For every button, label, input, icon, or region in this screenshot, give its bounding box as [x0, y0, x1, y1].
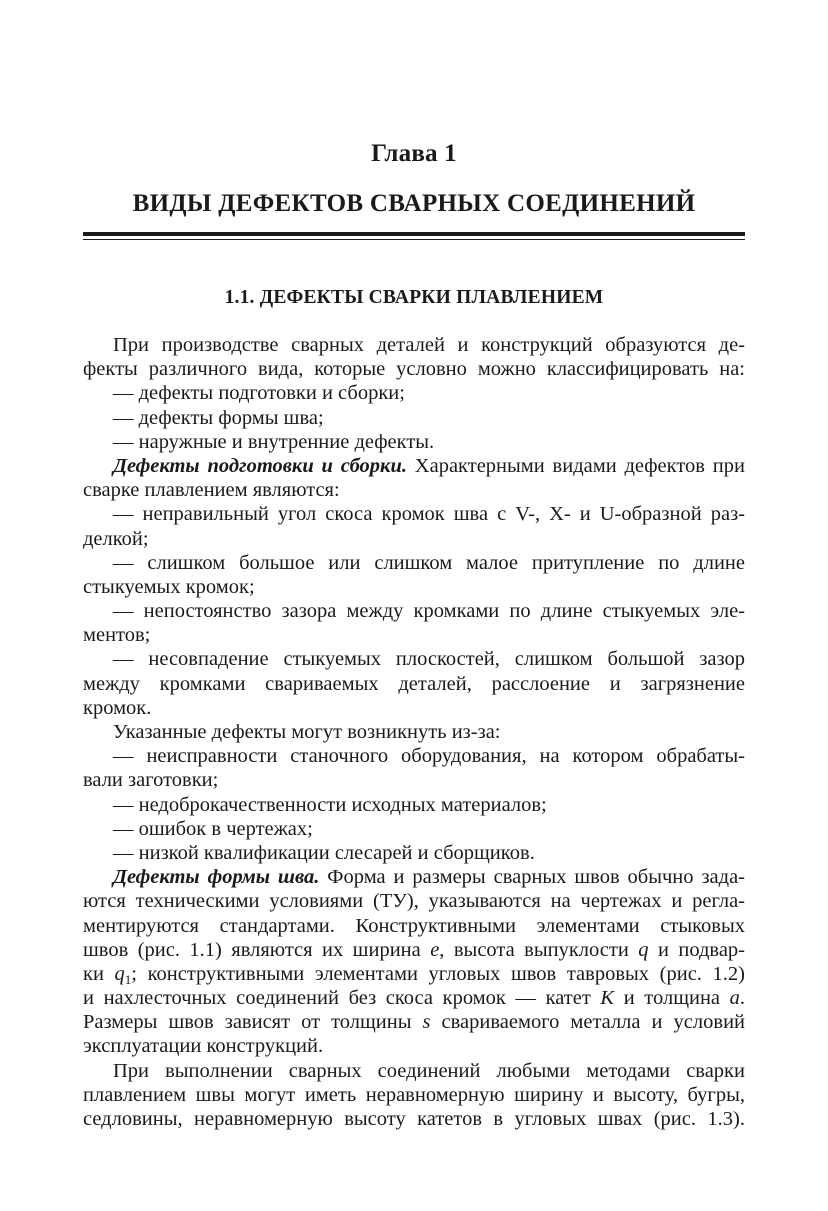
text-run: Размеры швов зависят от толщины: [83, 1011, 423, 1034]
math-symbol: e: [430, 938, 440, 961]
text-line: При производстве сварных деталей и конструкций образуются де-: [113, 334, 745, 356]
text-line: ются техническими условиями (ТУ), указываются на чертежах и регла-: [83, 890, 745, 913]
text-run: Форма и размеры сварных швов обычно зада-: [319, 866, 746, 889]
text-run: и нахлесточных соединений без скоса кромок — катет: [83, 987, 601, 1010]
text-line: фекты различного вида, которые условно можно классифицировать на:: [83, 358, 745, 381]
chapter-title: ВИДЫ ДЕФЕКТОВ СВАРНЫХ СОЕДИНЕНИЙ: [132, 190, 696, 217]
text-line: [83, 986, 745, 1010]
text-line: седловины, неравномерную высоту катетов в угловых швах (рис. 1.3).: [83, 1108, 745, 1130]
math-symbol: a: [729, 987, 740, 1010]
text-run: швов (рис. 1.1) являются их ширина: [83, 938, 431, 961]
math-symbol: K: [600, 987, 615, 1010]
list-item: — неисправности станочного оборудования, на котором обрабаты-: [113, 745, 745, 768]
text-line: Указанные дефекты могут возникнуть из-за:: [113, 721, 501, 743]
text-run: и подвар-: [648, 938, 745, 961]
list-item: — несовпадение стыкуемых плоскостей, слишком большой зазор: [113, 648, 745, 671]
list-item: — слишком большое или слишком малое притупление по длине: [113, 551, 745, 574]
text-run: и толщина: [614, 987, 730, 1010]
list-item: — недоброкачественности исходных материалов;: [113, 793, 547, 816]
text-line: сварке плавлением являются:: [83, 479, 340, 502]
body-text: [83, 333, 745, 1131]
math-symbol: q: [638, 938, 649, 961]
list-item: — ошибок в чертежах;: [113, 817, 313, 840]
list-item: — дефекты подготовки и сборки;: [113, 382, 405, 405]
chapter-label: Глава 1: [371, 140, 457, 167]
text-line: [83, 938, 745, 962]
list-item: — дефекты формы шва;: [113, 406, 324, 429]
section-heading: 1.1. ДЕФЕКТЫ СВАРКИ ПЛАВЛЕНИЕМ: [224, 287, 604, 308]
list-item: — наружные и внутренние дефекты.: [113, 430, 435, 453]
text-line: ментируются стандартами. Конструктивными элементами стыковых: [83, 914, 745, 937]
list-item: — непостоянство зазора между кромками по длине стыкуемых эле-: [113, 600, 745, 623]
text-run: , высота выпуклости: [439, 938, 639, 961]
list-item: — неправильный угол скоса кромок шва с V-, X- и U-образной раз-: [113, 503, 745, 526]
text-run: Характерными видами дефектов при: [406, 454, 745, 477]
text-line: эксплуатации конструкций.: [83, 1035, 324, 1058]
text-line: [83, 962, 745, 986]
math-symbol: q: [114, 962, 125, 985]
text-line: [83, 454, 745, 478]
text-line: ментов;: [83, 624, 151, 647]
list-item: — низкой квалификации слесарей и сборщиков.: [113, 841, 535, 864]
text-line: [83, 865, 745, 889]
math-subscript: 1: [124, 971, 132, 987]
text-run: свариваемого металла и условий: [430, 1011, 746, 1034]
text-line: стыкуемых кромок;: [83, 575, 255, 598]
text-line: вали заготовки;: [83, 769, 219, 792]
text-run: .: [739, 987, 745, 1010]
chapter-rule-thick: [83, 232, 745, 236]
run-in-heading: Дефекты формы шва.: [113, 866, 320, 889]
chapter-rule-thin: [83, 239, 745, 240]
text-line: кромок.: [83, 696, 152, 719]
text-line: При выполнении сварных соединений любыми методами сварки: [113, 1059, 745, 1082]
text-line: плавлением швы могут иметь неравномерную ширину и высоту, бугры,: [83, 1083, 745, 1106]
text-line: [83, 1010, 745, 1034]
text-line: между кромками свариваемых деталей, расслоение и загрязнение: [83, 672, 745, 695]
text-run: ; конструктивными элементами угловых швов тавровых (рис. 1.2): [131, 962, 745, 985]
text-line: делкой;: [83, 527, 149, 550]
run-in-heading: Дефекты подготовки и сборки.: [113, 454, 407, 477]
text-run: ки: [83, 962, 115, 985]
math-symbol: s: [422, 1011, 431, 1034]
